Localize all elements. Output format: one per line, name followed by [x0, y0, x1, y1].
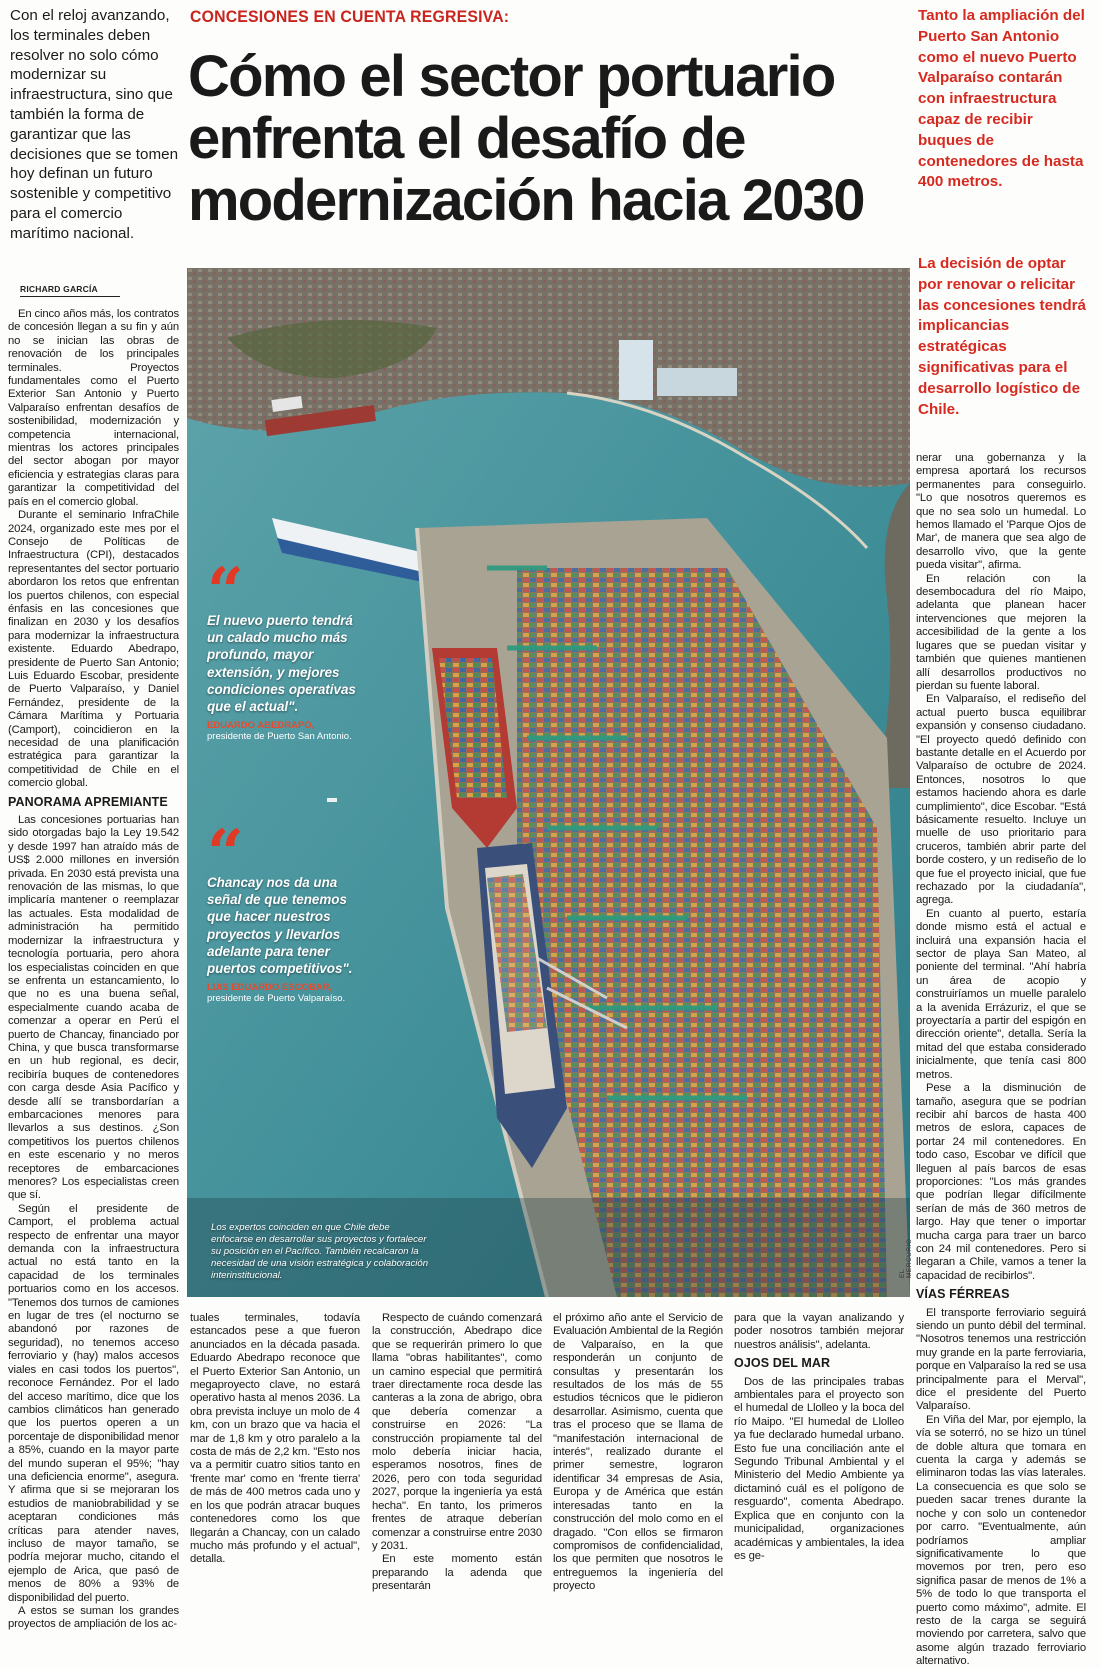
- col6-paragraph-1: nerar una gobernanza y la empresa aportará los recursos permanentes para conseguirlo. "Lo que nosotros queremos es que no sea solo un humedal. Lo hemos llamado el 'Parque Ojos de Mar', de manera que sea algo de desarrollo vivo, que la gente pueda visitar", afirma.: [916, 452, 1086, 572]
- intro-summary: Con el reloj avanzando, los terminales deben resolver no solo cómo modernizar su infraestructura, sino que también la forma de garantizar que las decisiones que se tomen hoy definan un futuro sostenible y competitivo para el comercio marítimo nacional.: [10, 7, 179, 242]
- col6-paragraph-5: Pese a la disminución de tamaño, asegura que se podrían recibir ahí barcos de hasta 400 metros de eslora, capaces de portar 24 mil contenedores. En todo caso, Escobar ve difícil que lleguen al país barcos de esas proporciones: "Los más grandes que podrían llegar difícilmente serían de más de 360 metros de largo. Hay que tener o importar mucha carga para traer un barco con 24 mil contenedores. Pero si llegaran a Chile, vamos a tener la capacidad de recibirlos".: [916, 1082, 1086, 1282]
- subhead-vias-ferreas: VÍAS FÉRREAS: [916, 1287, 1010, 1302]
- callout-1: Tanto la ampliación del Puerto San Antonio como el nuevo Puerto Valparaíso contarán con infraestructura capaz de recibir buques de contenedores de hasta 400 metros.: [918, 7, 1085, 191]
- pull-quote-2: [207, 816, 357, 1005]
- quote-2-author: LUIS EDUARDO ESCOBAR,: [207, 982, 333, 994]
- col6-paragraph-2: En relación con la desembocadura del río Maipo, adelanta que planean hacer intervenciones que mejoren la accesibilidad de la gente a los lugares que se puedan visitar y también que quienes mantienen allí desarrollos productivos no pierdan su fuente laboral.: [916, 572, 1086, 692]
- quote-1-role: presidente de Puerto San Antonio.: [207, 731, 352, 743]
- quote-1-author: EDUARDO ABEDRAPO,: [207, 720, 315, 732]
- headline: Cómo el sector portuario enfrenta el desafío de modernización hacia 2030: [188, 44, 864, 233]
- col1-paragraph-4: Según el presidente de Camport, el problema actual respecto de enfrentar una mayor demanda con la infraestructura actual no está tanto en la capacidad de los terminales portuarios como en los accesos. "Tenemos dos turnos de camiones en lugar de tres (el nocturno se abandonó por razones de seguridad), no tenemos acceso ferroviario y (hay) malos accesos viales en casi todos los puertos", reconoce Fernández. Por el lado del acceso marítimo, dice que los cambios climáticos han generado que los puertos operen a un porcentaje de disponibilidad menor a 85%, cuando en la mayor parte del mundo superan el 95%; "hay una deficiencia enorme", asegura. Y afirma que si se mejoraran los estudios de maniobrabilidad y se aceptaran condiciones más críticas para atender naves, incluso de mayor tamaño, se podría mejorar mucho, citando el ejemplo de Arica, que pasó de menos de 80% a 93% de disponibilidad del puerto.: [8, 1202, 179, 1604]
- column-3: [372, 1312, 542, 1594]
- quote-2-text: Chancay nos da una señal de que tenemos que hacer nuestros proyectos y llevarlos adelante para tener puertos competitivos".: [207, 875, 353, 977]
- port-aerial-photo: [187, 268, 913, 1297]
- col4-paragraph-1: el próximo año ante el Servicio de Evaluación Ambiental de la Región de Valparaíso, en la que responderán un conjunto de consultas y presentarán los resultados de los más de 55 estudios técnicos que le pidieron desarrollar. Asimismo, cuenta que tras el proceso que se llama de "manifestación internacional de interés", realizado durante el primer semestre, lograron identificar 34 empresas de Asia, Europa y de América que están interesadas tanto en la construcción del molo como en el dragado. "Con ellos se firmaron compromisos de confidencialidad, los que permiten que nosotros le entreguemos la ingeniería del proyecto: [553, 1312, 723, 1593]
- subhead-panorama: PANORAMA APREMIANTE: [8, 794, 168, 809]
- quote-mark-icon: “: [207, 554, 244, 629]
- col1-paragraph-3: Las concesiones portuarias han sido otorgadas bajo la Ley 19.542 y desde 1997 han atraído más de US$ 2.000 millones en inversión privada. En 2030 está prevista una renovación de las mismas, lo que implicaría mantener o reemplazar las actuales. Esta modalidad de administración ha permitido modernizar la infraestructura y tecnología portuaria, pero ahora los especialistas coinciden en que se enfrenta un estancamiento, lo que no es una buena señal, especialmente cuando acaba de comenzar a operar en Perú el puerto de Chancay, financiado por China, y que busca transformarse en un hub regional, es decir, recibiría buques de contenedores con carga desde Asia Pacífico y desde allí se transbordarían a embarcaciones menores para llevarlos a sus destinos. ¿Son competitivos los puertos chilenos en este escenario y no meros receptores de embarcaciones menores? Los especialistas creen que sí.: [8, 814, 179, 1202]
- col6-paragraph-3: En Valparaíso, el rediseño del actual puerto busca equilibrar expansión y consenso ciudadano. "El proyecto quedó definido con bastante detalle en el Acuerdo por Valparaíso de octubre de 2024. Entonces, nosotros lo que estamos haciendo ahora es darle cumplimiento", dice Escobar. "Está básicamente resuelto. Incluye un muelle de uso prioritario para cruceros, también abrir parte del borde costero, y un rediseño de lo que fue el proyecto inicial, que fue rechazado por la ciudadanía", agrega.: [916, 693, 1086, 907]
- col1-paragraph-5: A estos se suman los grandes proyectos de ampliación de los ac-: [8, 1605, 179, 1631]
- column-6: [916, 452, 1086, 1669]
- quote-1-text: El nuevo puerto tendrá un calado mucho más profundo, mayor extensión, y mejores condiciones operativas que el actual".: [207, 613, 356, 715]
- col1-paragraph-2: Durante el seminario InfraChile 2024, organizado este mes por el Consejo de Políticas de Infraestructura (CPI), destacados representantes del sector portuario abordaron los retos que enfrentan los puertos chilenos, con especial énfasis en las concesiones que finalizan en 2030 y los desafíos para modernizar la infraestructura existente. Eduardo Abedrapo, presidente de Puerto San Antonio; Luis Eduardo Escobar, presidente de Puerto Valparaíso, y Daniel Fernández, presidente de la Cámara Marítima y Portuaria (Camport), coincidieron en la necesidad de una planificación estratégica para garantizar la competitividad de Chile en el comercio global.: [8, 509, 179, 790]
- col1-paragraph-1: En cinco años más, los contratos de concesión llegan a su fin y aún no se inician las obras de renovación de los principales terminales. Proyectos fundamentales como el Puerto Exterior San Antonio y Puerto Valparaíso enfrentan desafíos de sostenibilidad, modernización y competencia internacional, mientras los actores principales del sector abogan por mayor eficiencia y estrategias claras para garantizar la competitividad del país en el comercio global.: [8, 308, 179, 508]
- column-1: [8, 308, 179, 1632]
- pull-quote-1: [207, 554, 357, 743]
- column-4: [553, 1312, 723, 1594]
- col3-paragraph-1: Respecto de cuándo comenzará la construcción, Abedrapo dice que se requerirán primero lo que llama "obras habilitantes", como un camino especial que permitirá traer directamente roca desde las canteras a la zona de abrigo, obra que debería comenzar a construirse en 2026: "La construcción propiamente tal del molo debería iniciar hacia, esperamos nosotros, fines de 2026, pero con toda seguridad 2027, porque la ingeniería ya está hecha". En tanto, los primeros frentes de atraque deberían comenzar a construirse entre 2030 y 2031.: [372, 1312, 542, 1552]
- col6-paragraph-7: En Viña del Mar, por ejemplo, la vía se soterró, no se hizo un túnel de doble altura que tomara en cuenta la carga y además se eliminaron todas las vías laterales. La consecuencia es que solo se pueden sacar trenes durante la noche y con solo un contenedor por carro. "Eventualmente, aún podríamos ampliar significativamente lo que movemos por tren, pero eso significa pasar de menos de 1% a 5% de todo lo que transporta el puerto como máximo", admite. El resto de la carga se seguirá moviendo por carretera, salvo que asome algún trazado ferroviario alternativo.: [916, 1413, 1086, 1668]
- callout-2: La decisión de optar por renovar o relicitar las concesiones tendrá implicancias estratégicas significativas para el desarrollo logístico de Chile.: [918, 255, 1086, 418]
- col2-paragraph-1: tuales terminales, todavía estancados pese a que fueron anunciados en la década pasada. Eduardo Abedrapo reconoce que el Puerto Exterior San Antonio, un megaproyecto clave, no estará operativo hasta al menos 2036. La obra prevista incluye un molo de 4 km, con un brazo que va hacia el mar de 1,8 km y otro paralelo a la costa de más de 2,2 km. "Esto nos va a permitir cuatro sitios tanto en 'frente mar' como en 'frente tierra' de más de 400 metros cada uno y en los que podrán atracar buques contenedores como los que llegarán a Chancay, con un calado mucho más profundo y el actual", detalla.: [190, 1312, 360, 1566]
- subhead-ojos-del-mar: OJOS DEL MAR: [734, 1356, 831, 1371]
- photo-credit: EL MERCURIO: [899, 1238, 913, 1278]
- column-2: [190, 1312, 360, 1567]
- port-aerial-illustration: [187, 268, 910, 1297]
- col3-paragraph-2: En este momento están preparando la adenda que presentarán: [372, 1553, 542, 1593]
- col5-paragraph-1: para que la vayan analizando y poder nosotros también mejorar nuestros análisis", adelanta.: [734, 1312, 904, 1351]
- col6-paragraph-4: En cuanto al puerto, estaría donde mismo está el actual e incluirá una expansión hacia el sector de playa San Mateo, al poniente del terminal. "Ahí habría un área de acopio y construiríamos un muelle paralelo a la avenida Errázuriz, el que se proyectaría a partir del espigón en dirección oriente", detalla. Sería la mitad del que estaba considerado inicialmente, que tenía casi 800 metros.: [916, 907, 1086, 1081]
- col5-paragraph-2: Dos de las principales trabas ambientales para el proyecto son el humedal de Llolleo y la boca del río Maipo. "El humedal de Llolleo ya fue declarado humedal urbano. Esto fue una conciliación ante el Segundo Tribunal Ambiental y el Ministerio del Medio Ambiente ya dictaminó cuál es el polígono de resguardo", comenta Abedrapo. Explica que en conjunto con la municipalidad, organizaciones académicas y ambientales, la idea es ge-: [734, 1375, 904, 1562]
- photo-caption: Los expertos coinciden en que Chile debe enfocarse en desarrollar sus proyectos y fortalecer su posición en el Pacífico. También recalcaron la necesidad de una visión estratégica y colaboración interinstitucional.: [211, 1222, 429, 1281]
- kicker: CONCESIONES EN CUENTA REGRESIVA:: [190, 7, 510, 26]
- column-5: [734, 1312, 904, 1563]
- col6-paragraph-6: El transporte ferroviario seguirá siendo un punto débil del terminal. "Nosotros tenemos una restricción muy grande en la parte ferroviaria, porque en Valparaíso la red se usa principalmente para el Merval", dice el presidente del Puerto Valparaíso.: [916, 1306, 1086, 1413]
- quote-2-role: presidente de Puerto Valparaíso.: [207, 993, 346, 1005]
- quote-mark-icon: “: [207, 816, 244, 891]
- byline: RICHARD GARCÍA: [20, 284, 120, 297]
